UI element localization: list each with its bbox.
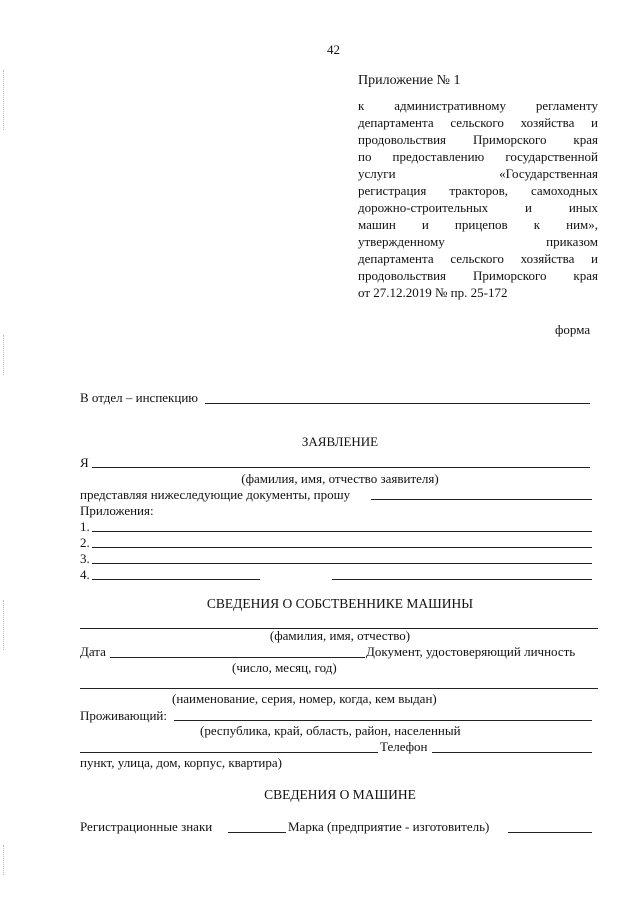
attachment-field[interactable] <box>92 579 260 580</box>
phone-field[interactable] <box>432 752 592 753</box>
document-hint: (наименование, серия, номер, когда, кем выдан) <box>172 691 437 706</box>
scan-edge <box>3 600 5 650</box>
appendix-line: услуги «Государственная <box>358 166 598 181</box>
appendix-line: к административному регламенту <box>358 98 598 113</box>
reg-label: Регистрационные знаки <box>80 819 213 834</box>
address-field[interactable] <box>174 720 592 721</box>
address-field-cont[interactable] <box>80 752 378 753</box>
appendix-line: дорожно-строительных и иных <box>358 200 598 215</box>
department-label: В отдел – инспекцию <box>80 390 198 405</box>
date-label: Дата <box>80 644 106 659</box>
appendix-line: утвержденному приказом <box>358 234 598 249</box>
owner-section-title: СВЕДЕНИЯ О СОБСТВЕННИКЕ МАШИНЫ <box>206 596 474 611</box>
date-hint: (число, месяц, год) <box>232 660 337 675</box>
appendix-line: департамента сельского хозяйства и <box>358 251 598 266</box>
appendix-line: по предоставлению государственной <box>358 149 598 164</box>
applicant-name-field[interactable] <box>92 467 590 468</box>
address-hint-cont: пункт, улица, дом, корпус, квартира) <box>80 755 282 770</box>
attachment-number: 3. <box>80 551 90 566</box>
appendix-line: продовольствия Приморского края <box>358 132 598 147</box>
appendix-line: департамента сельского хозяйства и <box>358 115 598 130</box>
i-label: Я <box>80 455 89 470</box>
attachment-field[interactable] <box>92 531 592 532</box>
residing-label: Проживающий: <box>80 708 167 723</box>
request-field[interactable] <box>371 499 592 500</box>
appendix-title: Приложение № 1 <box>358 73 461 88</box>
department-field[interactable] <box>205 403 590 404</box>
appendix-line: от 27.12.2019 № пр. 25-172 <box>358 285 508 300</box>
submitting-text: представляя нижеследующие документы, прошу <box>80 487 351 502</box>
attachment-field[interactable] <box>92 563 592 564</box>
scan-edge <box>3 335 5 375</box>
applicant-name-hint: (фамилия, имя, отчество заявителя) <box>241 471 439 486</box>
scan-edge <box>3 845 5 875</box>
phone-label: Телефон <box>380 739 428 754</box>
date-field[interactable] <box>110 657 365 658</box>
statement-title: ЗАЯВЛЕНИЕ <box>301 434 379 449</box>
appendix-line: машин и прицепов к ним», <box>358 217 598 232</box>
attachment-number: 1. <box>80 519 90 534</box>
appendix-line: регистрация тракторов, самоходных <box>358 183 598 198</box>
attachment-field[interactable] <box>332 579 592 580</box>
machine-section-title: СВЕДЕНИЯ О МАШИНЕ <box>264 787 416 802</box>
attachment-number: 4. <box>80 567 90 582</box>
brand-field[interactable] <box>508 832 592 833</box>
document-field[interactable] <box>80 688 598 689</box>
form-label: форма <box>555 322 591 337</box>
attachment-number: 2. <box>80 535 90 550</box>
appendix-line: продовольствия Приморского края <box>358 268 598 283</box>
brand-label: Марка (предприятие - изготовитель) <box>288 819 490 834</box>
owner-name-hint: (фамилия, имя, отчество) <box>269 628 411 643</box>
attachment-field[interactable] <box>92 547 592 548</box>
address-hint: (республика, край, область, район, населенный <box>200 723 461 738</box>
reg-field[interactable] <box>228 832 286 833</box>
document-label: Документ, удостоверяющий личность <box>366 644 576 659</box>
attachments-label: Приложения: <box>80 503 154 518</box>
page-number: 42 <box>327 42 340 57</box>
scan-edge <box>3 70 5 130</box>
